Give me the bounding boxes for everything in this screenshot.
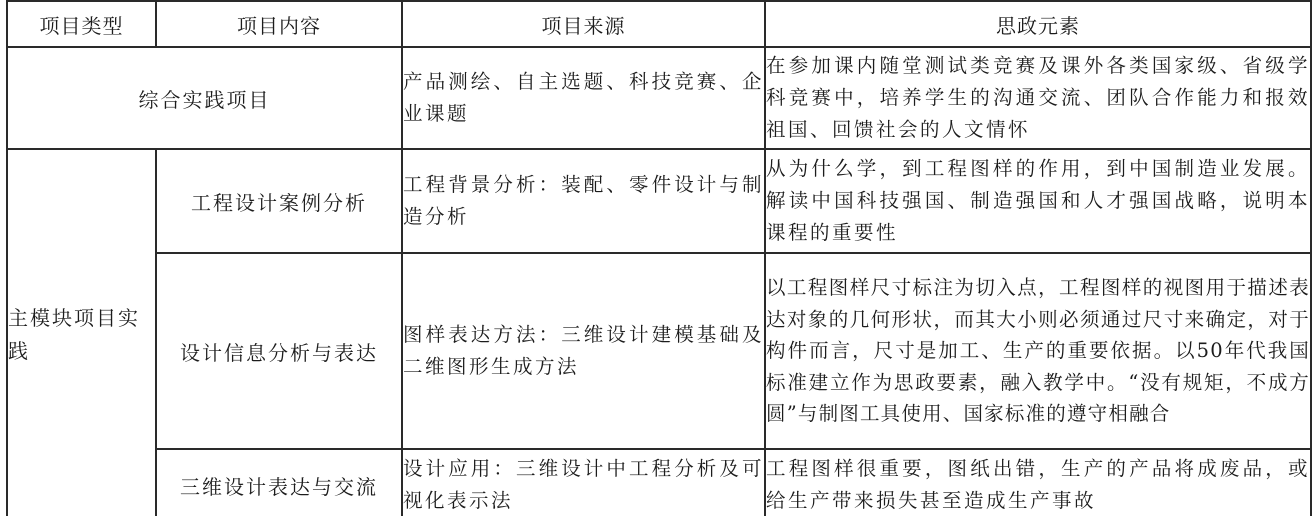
table-header-row [7,1,1311,47]
cell-project-content: 设计信息分析与表达 [156,253,402,449]
header-project-type: 项目类型 [7,1,156,47]
table-row [7,149,1311,253]
cell-project-source: 图样表达方法：三维设计建模基础及二维图形生成方法 [402,253,765,449]
cell-project-source: 设计应用：三维设计中工程分析及可视化表示法 [402,449,765,516]
cell-ideology-element: 从为什么学，到工程图样的作用，到中国制造业发展。解读中国科技强国、制造强国和人才强国战略，说明本课程的重要性 [765,149,1311,253]
cell-project-type: 综合实践项目 [7,47,402,149]
header-project-source: 项目来源 [402,1,765,47]
cell-ideology-element: 在参加课内随堂测试类竞赛及课外各类国家级、省级学科竞赛中，培养学生的沟通交流、团队合作能力和报效祖国、回馈社会的人文情怀 [765,47,1311,149]
cell-project-type: 主模块项目实践 [7,149,156,516]
header-ideology-element: 思政元素 [765,1,1311,47]
cell-project-source: 工程背景分析：装配、零件设计与制造分析 [402,149,765,253]
cell-ideology-element: 工程图样很重要，图纸出错，生产的产品将成废品，或给生产带来损失甚至造成生产事故 [765,449,1311,516]
table-row [7,253,1311,449]
table-row [7,47,1311,149]
ideology-elements-table [6,0,1312,516]
table-row [7,449,1311,516]
header-project-content: 项目内容 [156,1,402,47]
cell-ideology-element: 以工程图样尺寸标注为切入点，工程图样的视图用于描述表达对象的几何形状，而其大小则必须通过尺寸来确定，对于构件而言，尺寸是加工、生产的重要依据。以50年代我国标准建立作为思政要素，融入教学中。“没有规矩，不成方圆”与制图工具使用、国家标准的遵守相融合 [765,253,1311,449]
cell-project-source: 产品测绘、自主选题、科技竞赛、企业课题 [402,47,765,149]
cell-project-content: 三维设计表达与交流 [156,449,402,516]
cell-project-content: 工程设计案例分析 [156,149,402,253]
